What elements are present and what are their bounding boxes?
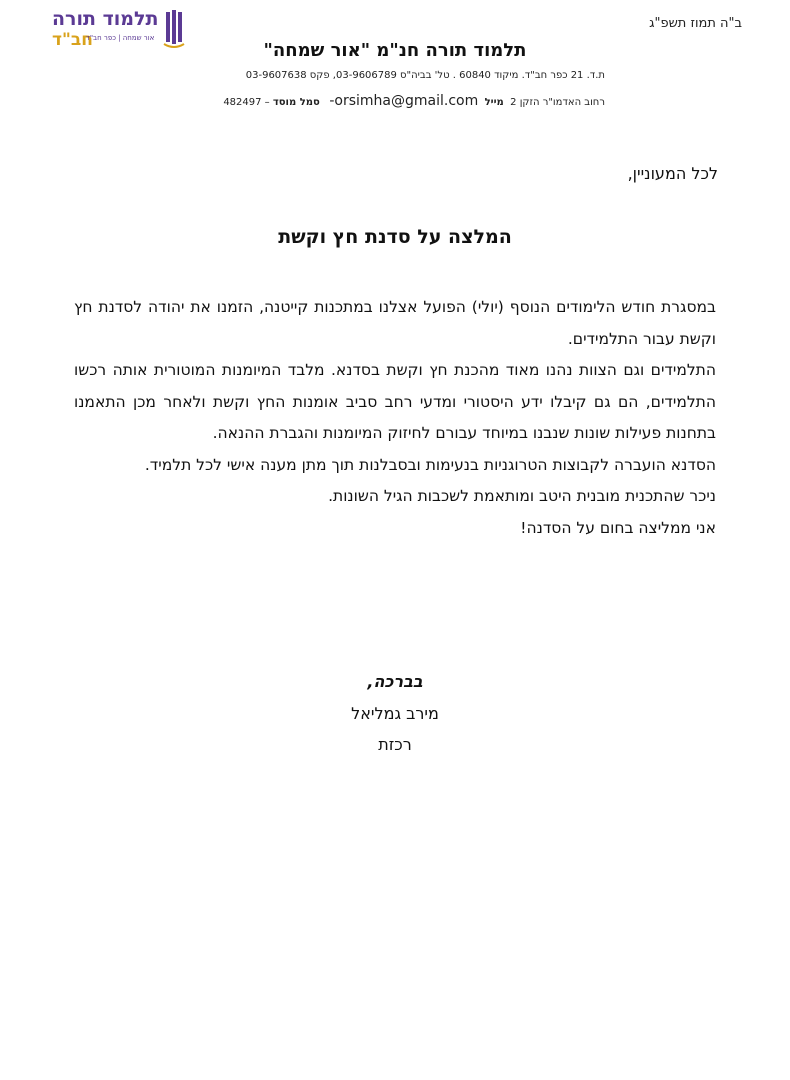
logo-tagline: אור שמחה | כפר חב"ד <box>86 34 155 42</box>
contact-line <box>223 93 605 109</box>
institution-code-label: סמל מוסד <box>272 97 320 108</box>
closing: בברכה, <box>367 672 423 691</box>
address-line: ת.ד. 21 כפר חב"ד. מיקוד 60840 . טל' בביה"ס 03-9606789, פקס 03-9607638 <box>245 70 605 81</box>
mail-label: מייל <box>484 97 504 108</box>
signer-role: רכזת <box>378 735 412 754</box>
body-paragraph: התלמידים וגם הצוות נהנו מאוד מהכנת חץ וקשת בסדנא. מלבד המיומנות המוטורית אותה רכשו התלמידים, הם גם קיבלו ידע היסטורי ומדעי רחב סביב אומנות החץ וקשת ולאחר מכן התאמנו בתחנות פעילות שונות שנבנו במיוחד עבורם לחיזוק המיומנות והגברת ההנאה. <box>74 361 716 442</box>
greeting: לכל המעוניין, <box>627 164 718 183</box>
hebrew-date: ב"ה תמוז תשפ"ג <box>649 16 742 31</box>
logo-title: תלמוד תורה <box>52 8 159 30</box>
body-paragraph: הסדנא הועברה לקבוצות הטרוגניות בנעימות ובסבלנות תוך מתן מענה אישי לכל תלמיד. <box>144 455 716 474</box>
street-address: רחוב האדמו"ר הזקן 2 <box>510 97 605 108</box>
organization-name: תלמוד תורה חנ"מ "אור שמחה" <box>263 40 527 61</box>
letter-title: המלצה על סדנת חץ וקשת <box>278 226 512 248</box>
institution-code: – 482497 <box>223 97 270 108</box>
letter-body <box>74 292 716 544</box>
logo-subtitle: חב"ד <box>52 30 93 50</box>
body-paragraph: במסגרת חודש הלימודים הנוסף (יולי) הפועל אצלנו במתכנות קייטנה, הזמנו את יהודה לסדנת חץ וקשת עבור התלמידים. <box>74 298 716 348</box>
body-paragraph: אני ממליצה בחום על הסדנה! <box>520 518 716 537</box>
signer-name: מירב גמליאל <box>351 704 439 723</box>
body-paragraph: ניכר שהתכנית מובנית היטב ומותאמת לשכבות הגיל השונות. <box>328 487 716 505</box>
email-address: orsimha@gmail.com- <box>329 93 479 109</box>
